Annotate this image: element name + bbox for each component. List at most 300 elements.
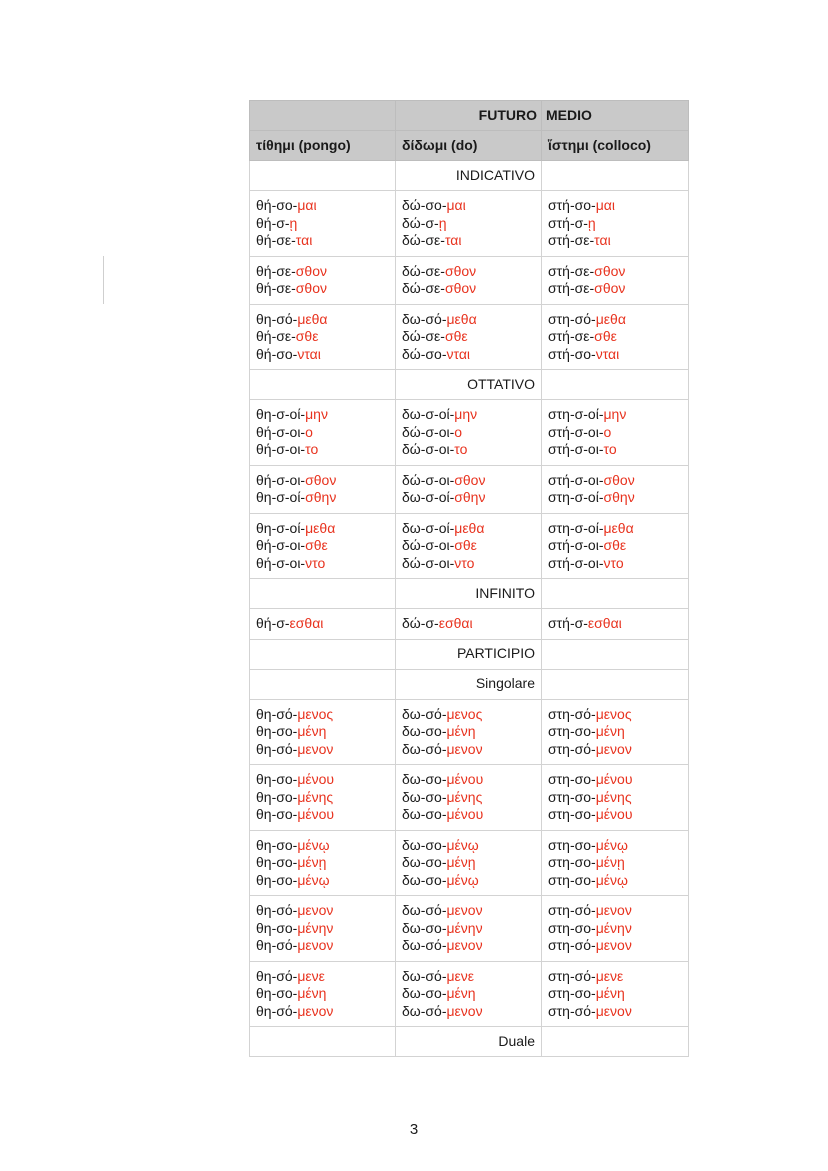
forms-cell <box>250 191 396 257</box>
verb-form <box>548 806 682 824</box>
blank-cell <box>250 161 396 191</box>
form-ending: μαι <box>446 197 466 213</box>
blank-cell <box>542 639 689 669</box>
forms-cell <box>542 256 689 304</box>
verb-form <box>256 1003 389 1021</box>
verb-form <box>256 441 389 459</box>
form-ending: το <box>454 441 468 457</box>
verb-form <box>402 441 535 459</box>
form-ending: μένου <box>595 771 633 787</box>
form-stem: στή-σο- <box>548 197 596 213</box>
page-number: 3 <box>409 1121 419 1138</box>
verb-form <box>256 280 389 298</box>
form-ending: μένη <box>297 985 327 1001</box>
forms-row <box>250 699 689 765</box>
forms-cell <box>250 830 396 896</box>
form-ending: μεθα <box>297 310 328 327</box>
verb-header-histemi: ἵστημι (colloco) <box>542 131 689 161</box>
verb-form <box>548 311 682 329</box>
verb-form <box>548 937 682 955</box>
verb-form <box>402 346 535 364</box>
verb-form <box>256 985 389 1003</box>
verb-form <box>548 263 682 281</box>
form-stem: δω-σ-οί- <box>402 519 455 536</box>
form-ending: μένου <box>297 806 335 822</box>
form-stem: στη-σο- <box>548 771 596 787</box>
verb-form <box>256 424 389 442</box>
verb-header-didomi: δίδωμι (do) <box>396 131 542 161</box>
table-body <box>250 161 689 1057</box>
form-ending: εσθαι <box>587 615 622 631</box>
form-stem: δω-σό- <box>402 902 447 918</box>
form-ending: μενος <box>297 705 334 722</box>
verb-form <box>402 232 535 250</box>
form-ending: μένης <box>446 788 483 805</box>
form-stem: δω-σο- <box>402 854 447 870</box>
section-row <box>250 161 689 191</box>
verb-form <box>402 520 535 538</box>
verb-form <box>256 723 389 741</box>
form-stem: στη-σο- <box>548 836 596 853</box>
form-ending: μένῳ <box>297 871 330 888</box>
blank-cell <box>542 669 689 699</box>
section-row <box>250 1027 689 1057</box>
form-stem: στή-σο- <box>548 345 596 362</box>
form-stem: δω-σό- <box>402 740 447 757</box>
forms-cell <box>250 699 396 765</box>
forms-row <box>250 830 689 896</box>
verb-form <box>256 328 389 346</box>
verb-form <box>256 489 389 507</box>
forms-cell <box>542 830 689 896</box>
form-ending: μενον <box>297 740 334 757</box>
forms-row <box>250 191 689 257</box>
section-label: Singolare <box>396 669 542 699</box>
forms-cell <box>396 191 542 257</box>
verb-form <box>548 406 682 424</box>
form-stem: στη-σό- <box>548 967 596 984</box>
section-label: Duale <box>396 1027 542 1057</box>
form-ending: σθον <box>444 262 477 279</box>
verb-form <box>402 406 535 424</box>
verb-form <box>256 937 389 955</box>
verb-form <box>256 232 389 250</box>
verb-form <box>256 346 389 364</box>
form-stem: θη-σο- <box>256 854 298 870</box>
form-ending: μεθα <box>446 310 477 327</box>
forms-row <box>250 256 689 304</box>
form-stem: στή-σ-οι- <box>548 471 604 488</box>
form-ending: ται <box>594 232 611 248</box>
form-ending: σθην <box>603 489 635 505</box>
form-stem: στη-σο- <box>548 985 596 1001</box>
form-stem: δω-σο- <box>402 985 447 1001</box>
forms-cell <box>250 256 396 304</box>
form-ending: μένῳ <box>595 871 628 888</box>
verb-form <box>256 789 389 807</box>
form-ending: μεθα <box>454 519 485 536</box>
forms-cell <box>250 465 396 513</box>
verb-form <box>402 537 535 555</box>
verb-form <box>548 902 682 920</box>
forms-cell <box>396 896 542 962</box>
form-stem: δω-σο- <box>402 871 447 888</box>
form-stem: στη-σ-οί- <box>548 489 604 505</box>
form-stem: θη-σο- <box>256 985 298 1001</box>
form-stem: θή-σε- <box>256 328 296 344</box>
form-stem: στη-σό- <box>548 705 596 722</box>
form-ending: σθε <box>295 328 319 344</box>
form-stem: στη-σο- <box>548 723 596 739</box>
form-ending: μένῳ <box>446 836 479 853</box>
form-ending: μένη <box>595 985 625 1001</box>
tense-title: FUTURO <box>396 101 542 131</box>
form-stem: δώ-σ-οι- <box>402 423 455 440</box>
form-stem: θή-σ-οι- <box>256 441 306 457</box>
verb-form <box>548 280 682 298</box>
verb-form <box>256 854 389 872</box>
form-stem: στή-σε- <box>548 232 595 248</box>
section-label: INFINITO <box>396 579 542 609</box>
form-stem: θή-σ- <box>256 214 290 231</box>
forms-row <box>250 513 689 579</box>
form-stem: δω-σό- <box>402 1002 447 1019</box>
verb-form <box>548 472 682 490</box>
verb-form <box>548 723 682 741</box>
form-stem: στή-σε- <box>548 328 595 344</box>
form-stem: στη-σο- <box>548 854 596 870</box>
section-row <box>250 669 689 699</box>
form-stem: στη-σό- <box>548 937 596 953</box>
form-ending: εσθαι <box>289 615 324 631</box>
form-ending: σθον <box>603 471 635 488</box>
form-stem: δώ-σε- <box>402 328 445 344</box>
form-stem: δώ-σε- <box>402 232 445 248</box>
form-stem: στή-σ-οι- <box>548 554 604 571</box>
forms-cell <box>396 765 542 831</box>
form-ending: μένη <box>446 723 476 739</box>
form-stem: θη-σό- <box>256 705 298 722</box>
form-stem: θη-σο- <box>256 836 298 853</box>
verb-form <box>256 706 389 724</box>
form-ending: μένη <box>446 985 476 1001</box>
forms-cell <box>396 699 542 765</box>
forms-cell <box>250 765 396 831</box>
blank-cell <box>250 370 396 400</box>
verb-form <box>548 346 682 364</box>
verb-form <box>548 232 682 250</box>
form-stem: δω-σό- <box>402 967 447 984</box>
forms-row <box>250 400 689 466</box>
form-stem: δώ-σε- <box>402 280 445 296</box>
form-ending: σθε <box>305 537 328 553</box>
form-stem: θη-σο- <box>256 871 298 888</box>
form-stem: θή-σ-οι- <box>256 471 306 488</box>
forms-row <box>250 896 689 962</box>
form-ending: μενον <box>446 902 483 918</box>
verb-form <box>402 985 535 1003</box>
verb-form <box>548 872 682 890</box>
form-stem: δώ-σ-οι- <box>402 441 455 457</box>
verb-form <box>548 489 682 507</box>
form-stem: δω-σ-οί- <box>402 406 455 422</box>
form-ending: μεθα <box>305 519 336 536</box>
form-ending: μενε <box>446 967 475 984</box>
form-stem: θη-σ-οί- <box>256 406 306 422</box>
forms-cell <box>250 304 396 370</box>
form-ending: σθον <box>295 280 327 296</box>
verb-form <box>402 215 535 233</box>
form-ending: μενος <box>446 705 483 722</box>
form-stem: θη-σο- <box>256 723 298 739</box>
form-ending: ντο <box>603 554 624 571</box>
verb-form <box>402 489 535 507</box>
verb-form <box>548 215 682 233</box>
verb-form <box>256 968 389 986</box>
forms-row <box>250 304 689 370</box>
form-stem: θη-σό- <box>256 740 298 757</box>
verb-form <box>402 197 535 215</box>
verb-form <box>256 771 389 789</box>
forms-cell <box>542 765 689 831</box>
section-label: PARTICIPIO <box>396 639 542 669</box>
conjugation-table <box>249 100 689 1057</box>
verb-form <box>256 520 389 538</box>
form-ending: μενον <box>446 740 483 757</box>
form-stem: στη-σ-οί- <box>548 519 604 536</box>
verb-form <box>402 723 535 741</box>
forms-cell <box>542 513 689 579</box>
verb-form <box>402 771 535 789</box>
form-ending: ο <box>454 423 463 440</box>
form-stem: δω-σ-οί- <box>402 489 455 505</box>
form-stem: στή-σ-οι- <box>548 441 604 457</box>
form-ending: μενον <box>595 902 632 918</box>
blank-cell <box>250 579 396 609</box>
verb-form <box>402 741 535 759</box>
verb-form <box>548 706 682 724</box>
form-ending: το <box>603 441 617 457</box>
form-ending: μενον <box>595 1002 632 1019</box>
form-ending: μένῳ <box>297 836 330 853</box>
form-ending: μένης <box>297 788 334 805</box>
verb-form <box>402 424 535 442</box>
forms-cell <box>396 304 542 370</box>
form-ending: ῃ <box>438 214 447 231</box>
forms-cell <box>542 609 689 640</box>
form-ending: νται <box>297 345 321 362</box>
form-ending: σθην <box>454 489 486 505</box>
form-ending: μένην <box>446 919 483 936</box>
form-ending: μένη <box>595 723 625 739</box>
forms-cell <box>396 465 542 513</box>
form-ending: μενον <box>297 937 334 953</box>
form-ending: μένης <box>595 788 632 805</box>
form-stem: δω-σό- <box>402 937 447 953</box>
section-label: OTTATIVO <box>396 370 542 400</box>
form-stem: δώ-σε- <box>402 262 445 279</box>
form-ending: μενε <box>595 967 624 984</box>
tense-title-row <box>250 101 689 131</box>
blank-cell <box>542 579 689 609</box>
forms-cell <box>250 961 396 1027</box>
form-stem: δω-σό- <box>402 310 447 327</box>
form-stem: δώ-σ- <box>402 615 439 631</box>
form-stem: δώ-σ-οι- <box>402 471 455 488</box>
form-ending: μενον <box>595 937 632 953</box>
form-stem: θη-σό- <box>256 967 298 984</box>
form-stem: δω-σο- <box>402 836 447 853</box>
form-ending: μένῃ <box>297 854 327 870</box>
form-stem: δω-σό- <box>402 705 447 722</box>
form-stem: δω-σο- <box>402 788 447 805</box>
verb-form <box>402 280 535 298</box>
verb-form <box>548 837 682 855</box>
form-stem: θη-σ-οί- <box>256 489 306 505</box>
verb-form <box>548 968 682 986</box>
form-stem: θη-σο- <box>256 806 298 822</box>
form-stem: στή-σ- <box>548 615 588 631</box>
form-ending: μενον <box>297 902 334 918</box>
form-stem: στη-σο- <box>548 806 596 822</box>
form-stem: θή-σ-οι- <box>256 423 306 440</box>
forms-cell <box>396 961 542 1027</box>
verb-form <box>256 741 389 759</box>
forms-cell <box>396 513 542 579</box>
form-stem: δώ-σο- <box>402 345 447 362</box>
form-ending: μένῳ <box>595 836 628 853</box>
verb-form <box>256 837 389 855</box>
form-stem: στη-σο- <box>548 788 596 805</box>
form-ending: σθον <box>594 280 626 296</box>
verb-form <box>256 806 389 824</box>
verb-form <box>548 1003 682 1021</box>
blank-cell <box>542 370 689 400</box>
form-ending: σθε <box>454 537 477 553</box>
form-ending: ο <box>603 423 612 440</box>
form-ending: μενον <box>446 937 483 953</box>
form-stem: θη-σό- <box>256 902 298 918</box>
form-stem: θη-σο- <box>256 771 298 787</box>
form-stem: θη-σό- <box>256 937 298 953</box>
form-stem: στη-σό- <box>548 902 596 918</box>
form-stem: δώ-σ-οι- <box>402 554 455 571</box>
form-ending: μένου <box>595 806 633 822</box>
verb-form <box>256 872 389 890</box>
verb-form <box>402 263 535 281</box>
forms-cell <box>542 400 689 466</box>
form-ending: μένη <box>297 723 327 739</box>
table-header <box>250 101 689 161</box>
blank-cell <box>542 1027 689 1057</box>
verb-form <box>256 920 389 938</box>
form-ending: μενος <box>595 705 632 722</box>
form-ending: ται <box>295 232 313 248</box>
form-ending: μένῃ <box>446 854 476 870</box>
form-ending: μένου <box>297 771 335 787</box>
section-row <box>250 579 689 609</box>
form-stem: δώ-σ-οι- <box>402 537 455 553</box>
form-ending: μένου <box>446 806 484 822</box>
form-stem: θή-σε- <box>256 280 296 296</box>
verb-form <box>402 872 535 890</box>
form-stem: θη-σό- <box>256 310 298 327</box>
verb-form <box>402 937 535 955</box>
form-ending: σθον <box>295 262 327 279</box>
form-stem: στη-σο- <box>548 919 596 936</box>
verb-form <box>256 263 389 281</box>
forms-cell <box>542 699 689 765</box>
verb-form <box>256 555 389 573</box>
forms-row <box>250 765 689 831</box>
verb-form <box>256 197 389 215</box>
form-stem: στή-σε- <box>548 280 595 296</box>
verb-form <box>402 902 535 920</box>
verb-form <box>548 424 682 442</box>
form-ending: νται <box>446 345 471 362</box>
form-stem: δω-σο- <box>402 919 447 936</box>
form-ending: μενον <box>446 1002 483 1019</box>
form-ending: μην <box>603 406 627 422</box>
verb-form <box>548 771 682 789</box>
verb-form <box>402 328 535 346</box>
form-ending: ντο <box>454 554 475 571</box>
blank-cell <box>250 669 396 699</box>
form-stem: θή-σε- <box>256 232 296 248</box>
verbs-row <box>250 131 689 161</box>
form-ending: μαι <box>297 197 317 213</box>
form-stem: θη-σο- <box>256 919 298 936</box>
form-ending: μην <box>454 406 478 422</box>
forms-cell <box>542 191 689 257</box>
section-row <box>250 639 689 669</box>
verb-form <box>402 615 535 633</box>
form-stem: στη-σό- <box>548 740 596 757</box>
form-stem: θή-σ-οι- <box>256 554 306 571</box>
form-ending: ῃ <box>289 214 298 231</box>
forms-cell <box>542 304 689 370</box>
verb-form <box>256 215 389 233</box>
form-stem: θη-σο- <box>256 788 298 805</box>
forms-row <box>250 961 689 1027</box>
form-ending: σθε <box>444 328 468 344</box>
verb-form <box>548 555 682 573</box>
forms-cell <box>250 896 396 962</box>
form-stem: στη-σό- <box>548 1002 596 1019</box>
margin-mark <box>103 256 104 304</box>
form-ending: ῃ <box>587 214 596 231</box>
blank-cell <box>542 161 689 191</box>
form-ending: ο <box>305 423 313 440</box>
form-ending: ται <box>444 232 462 248</box>
verb-form <box>402 920 535 938</box>
verb-form <box>402 311 535 329</box>
verb-form <box>402 854 535 872</box>
blank-cell <box>250 639 396 669</box>
verb-form <box>256 311 389 329</box>
form-ending: σθε <box>603 537 627 553</box>
section-label: INDICATIVO <box>396 161 542 191</box>
form-ending: μένῳ <box>446 871 479 888</box>
form-ending: σθην <box>305 489 337 505</box>
form-stem: στη-σ-οί- <box>548 406 604 422</box>
form-stem: δώ-σ- <box>402 214 439 231</box>
verb-form <box>256 615 389 633</box>
form-stem: θη-σό- <box>256 1002 298 1019</box>
form-ending: μένην <box>297 919 334 936</box>
verb-form <box>402 1003 535 1021</box>
verb-form <box>548 520 682 538</box>
